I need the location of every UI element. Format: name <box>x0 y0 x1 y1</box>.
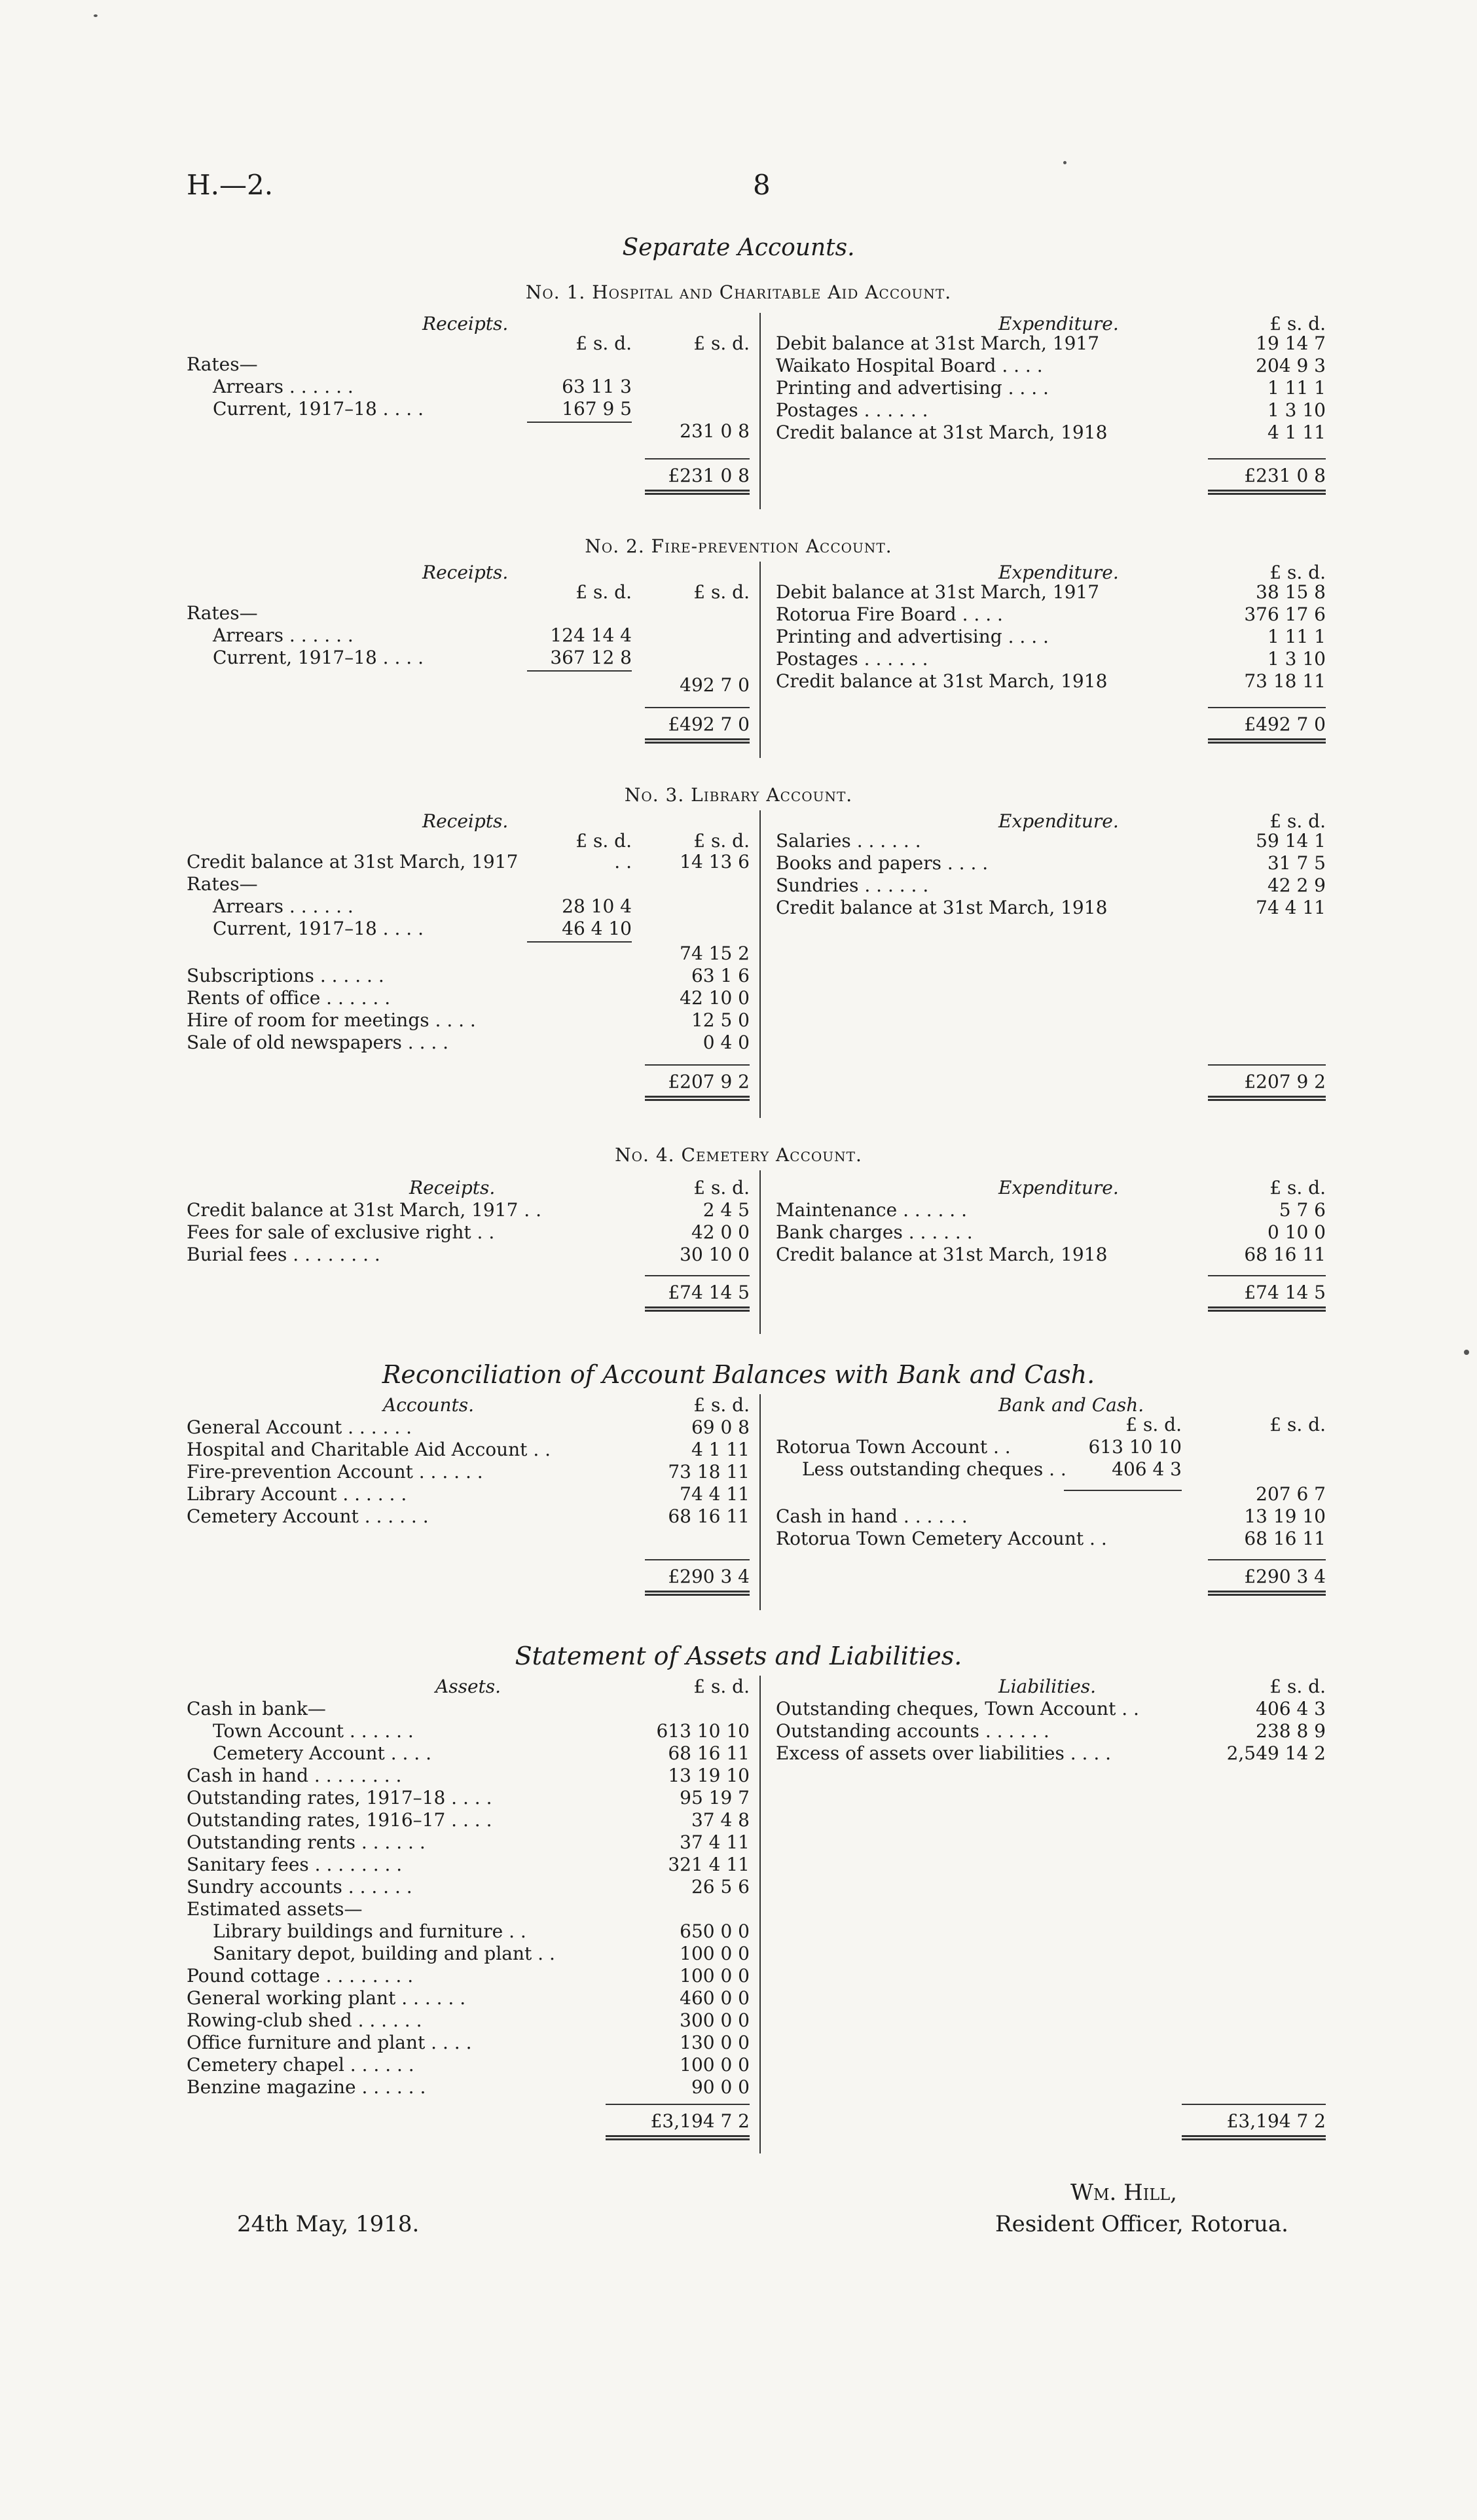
receipt-label: Subscriptions . . . . . . <box>187 965 384 986</box>
asset-amount: 300 0 0 <box>680 2009 750 2031</box>
expenditure-amount: 376 17 6 <box>1244 603 1326 625</box>
expenditure-amount: 68 16 11 <box>1244 1244 1326 1265</box>
expenditure-label: Postages . . . . . . <box>776 399 928 421</box>
expenditure-amount: 204 9 3 <box>1256 355 1326 376</box>
expenditure-total: £74 14 5 <box>1244 1282 1326 1303</box>
double-rule <box>1182 2135 1326 2140</box>
asset-label: Sanitary depot, building and plant . . <box>213 1943 555 1964</box>
signature-date: 24th May, 1918. <box>237 2211 420 2237</box>
receipt-amount: 124 14 4 <box>550 624 632 646</box>
liability-label: Outstanding accounts . . . . . . <box>776 1720 1049 1742</box>
bank-label: Rotorua Town Cemetery Account . . <box>776 1528 1107 1549</box>
statement <box>187 1676 1326 2153</box>
asset-amount: 37 4 11 <box>680 1831 750 1853</box>
asset-amount: 13 19 10 <box>668 1765 750 1786</box>
total-rule <box>645 1559 750 1560</box>
account-label: Hospital and Charitable Aid Account . . <box>187 1439 551 1460</box>
col-header: £ s. d. <box>1269 1414 1326 1435</box>
expenditure-label: Waikato Hospital Board . . . . <box>776 355 1043 376</box>
bank-cash-total: £290 3 4 <box>1244 1566 1326 1587</box>
receipt-amount: 46 4 10 <box>562 918 632 939</box>
scan-speck <box>1063 161 1067 164</box>
asset-label: Outstanding rates, 1917–18 . . . . <box>187 1787 492 1809</box>
signature-role: Resident Officer, Rotorua. <box>995 2211 1288 2237</box>
expenditure-label: Salaries . . . . . . <box>776 830 921 852</box>
total-rule <box>645 1064 750 1066</box>
reconciliation <box>187 1394 1326 1610</box>
column-divider <box>759 313 761 509</box>
expenditure-amount: 59 14 1 <box>1256 830 1326 852</box>
receipt-label: Current, 1917–18 . . . . <box>213 918 424 939</box>
expenditure-heading: Expenditure. <box>998 810 1119 832</box>
double-rule <box>645 1591 750 1596</box>
receipt-subtotal: 30 10 0 <box>680 1244 750 1265</box>
double-rule <box>606 2135 750 2140</box>
expenditure-total: £231 0 8 <box>1244 465 1326 486</box>
total-rule <box>645 458 750 459</box>
asset-label: Outstanding rents . . . . . . <box>187 1831 426 1853</box>
page-title: Separate Accounts. <box>622 234 855 261</box>
scan-speck <box>1464 1350 1469 1355</box>
account-4 <box>187 1170 1326 1334</box>
account-2 <box>187 562 1326 758</box>
receipt-label: Credit balance at 31st March, 1917 <box>187 851 519 873</box>
expenditure-amount: 19 14 7 <box>1256 333 1326 354</box>
account-label: Library Account . . . . . . <box>187 1483 407 1505</box>
asset-amount: 37 4 8 <box>691 1809 750 1831</box>
receipt-label: Current, 1917–18 . . . . <box>213 398 424 420</box>
asset-label: Town Account . . . . . . <box>213 1720 414 1742</box>
double-rule <box>645 1096 750 1101</box>
col-header: £ s. d. <box>693 1676 750 1697</box>
receipts-total: £74 14 5 <box>668 1282 750 1303</box>
account-4-title: No. 4. Cemetery Account. <box>615 1144 862 1166</box>
total-rule <box>645 1275 750 1276</box>
asset-amount: 90 0 0 <box>691 2076 750 2098</box>
receipts-total: £492 7 0 <box>668 713 750 735</box>
asset-label: Cemetery chapel . . . . . . <box>187 2054 414 2076</box>
statement-title: Statement of Assets and Liabilities. <box>515 1642 962 1670</box>
expenditure-heading: Expenditure. <box>998 1177 1119 1198</box>
receipt-label: Rates— <box>187 353 258 375</box>
expenditure-label: Debit balance at 31st March, 1917 <box>776 581 1100 603</box>
expenditure-amount: 73 18 11 <box>1244 670 1326 692</box>
account-label: Fire-prevention Account . . . . . . <box>187 1461 483 1483</box>
expenditure-label: Books and papers . . . . <box>776 852 989 874</box>
asset-amount: 650 0 0 <box>680 1920 750 1942</box>
receipt-amount: 28 10 4 <box>562 895 632 917</box>
receipts-heading: Receipts. <box>422 810 509 832</box>
expenditure-label: Credit balance at 31st March, 1918 <box>776 670 1108 692</box>
receipt-label: Rents of office . . . . . . <box>187 987 391 1009</box>
asset-label: Rowing-club shed . . . . . . <box>187 2009 422 2031</box>
receipt-label: Arrears . . . . . . <box>213 376 354 397</box>
account-amount: 73 18 11 <box>668 1461 750 1483</box>
total-rule <box>606 2104 750 2105</box>
double-rule <box>1208 1096 1326 1101</box>
receipt-subtotal: 12 5 0 <box>691 1009 750 1031</box>
bank-amount: 613 10 10 <box>1088 1436 1182 1458</box>
receipts-heading: Receipts. <box>422 562 509 583</box>
asset-label: Cash in hand . . . . . . . . <box>187 1765 402 1786</box>
page-number: 8 <box>753 169 771 201</box>
asset-amount: 321 4 11 <box>668 1854 750 1875</box>
col-header: £ s. d. <box>1269 1676 1326 1697</box>
receipt-subtotal: 63 1 6 <box>691 965 750 986</box>
account-amount: 69 0 8 <box>691 1416 750 1438</box>
account-3 <box>187 810 1326 1118</box>
account-label: Cemetery Account . . . . . . <box>187 1505 429 1527</box>
asset-amount: 26 5 6 <box>691 1876 750 1898</box>
liability-label: Outstanding cheques, Town Account . . <box>776 1698 1139 1719</box>
col-header: £ s. d. <box>693 1177 750 1198</box>
bank-label: Less outstanding cheques . . <box>802 1458 1067 1480</box>
receipt-subtotal: 42 0 0 <box>691 1221 750 1243</box>
bank-cash-heading: Bank and Cash. <box>998 1394 1144 1416</box>
expenditure-amount: 74 4 11 <box>1256 897 1326 918</box>
liability-amount: 2,549 14 2 <box>1226 1742 1326 1764</box>
receipt-amount: 63 11 3 <box>562 376 632 397</box>
column-divider <box>759 562 761 758</box>
double-rule <box>1208 490 1326 495</box>
receipt-subtotal: 492 7 0 <box>680 674 750 696</box>
col-header: £ s. d. <box>1125 1414 1182 1435</box>
account-1-title: No. 1. Hospital and Charitable Aid Account. <box>525 281 952 303</box>
col-header: £ s. d. <box>575 581 632 603</box>
total-rule <box>1208 458 1326 459</box>
double-rule <box>645 738 750 744</box>
expenditure-label: Credit balance at 31st March, 1918 <box>776 422 1108 443</box>
liabilities-heading: Liabilities. <box>998 1676 1097 1697</box>
accounts-heading: Accounts. <box>383 1394 475 1416</box>
double-rule <box>1208 738 1326 744</box>
receipts-heading: Receipts. <box>409 1177 496 1198</box>
receipt-label: Arrears . . . . . . <box>213 624 354 646</box>
col-header: £ s. d. <box>693 1394 750 1416</box>
total-rule <box>1208 1275 1326 1276</box>
expenditure-amount: 0 10 0 <box>1267 1221 1326 1243</box>
expenditure-amount: 1 3 10 <box>1267 399 1326 421</box>
col-header: £ s. d. <box>693 333 750 354</box>
double-rule <box>645 490 750 495</box>
asset-amount: 95 19 7 <box>680 1787 750 1809</box>
receipts-heading: Receipts. <box>422 313 509 334</box>
asset-amount: 100 0 0 <box>680 1943 750 1964</box>
col-header: £ s. d. <box>1269 562 1326 583</box>
asset-label: General working plant . . . . . . <box>187 1987 466 2009</box>
expenditure-amount: 42 2 9 <box>1267 874 1326 896</box>
expenditure-label: Credit balance at 31st March, 1918 <box>776 897 1108 918</box>
expenditure-label: Rotorua Fire Board . . . . <box>776 603 1003 625</box>
bank-amount: 406 4 3 <box>1112 1458 1182 1480</box>
account-amount: 74 4 11 <box>680 1483 750 1505</box>
receipt-subtotal: 0 4 0 <box>702 1032 750 1053</box>
asset-amount: 68 16 11 <box>668 1742 750 1764</box>
col-header: £ s. d. <box>1269 1177 1326 1198</box>
total-rule <box>1208 1064 1326 1066</box>
total-rule <box>1208 1559 1326 1560</box>
double-rule <box>1208 1591 1326 1596</box>
receipt-leader: . . <box>614 851 632 873</box>
col-header: £ s. d. <box>693 581 750 603</box>
expenditure-heading: Expenditure. <box>998 562 1119 583</box>
asset-label: Sundry accounts . . . . . . <box>187 1876 412 1898</box>
bank-subtotal: 68 16 11 <box>1244 1528 1326 1549</box>
expenditure-amount: 4 1 11 <box>1267 422 1326 443</box>
expenditure-heading: Expenditure. <box>998 313 1119 334</box>
expenditure-amount: 1 11 1 <box>1267 626 1326 647</box>
expenditure-total: £207 9 2 <box>1244 1071 1326 1092</box>
page-code: H.—2. <box>187 169 274 201</box>
column-divider <box>759 1170 761 1334</box>
bank-label: Rotorua Town Account . . <box>776 1436 1011 1458</box>
expenditure-label: Debit balance at 31st March, 1917 <box>776 333 1100 354</box>
scan-speck <box>94 14 98 17</box>
bank-subtotal: 207 6 7 <box>1256 1483 1326 1505</box>
col-header: £ s. d. <box>575 830 632 852</box>
asset-amount: 613 10 10 <box>656 1720 750 1742</box>
assets-total: £3,194 7 2 <box>650 2110 750 2132</box>
asset-amount: 130 0 0 <box>680 2032 750 2053</box>
bank-label: Cash in hand . . . . . . <box>776 1505 968 1527</box>
asset-amount: 100 0 0 <box>680 1965 750 1987</box>
asset-label: Estimated assets— <box>187 1898 363 1920</box>
receipt-label: Hire of room for meetings . . . . <box>187 1009 476 1031</box>
account-amount: 4 1 11 <box>691 1439 750 1460</box>
expenditure-label: Postages . . . . . . <box>776 648 928 670</box>
receipt-amount: 367 12 8 <box>550 647 632 668</box>
expenditure-total: £492 7 0 <box>1244 713 1326 735</box>
liability-label: Excess of assets over liabilities . . . . <box>776 1742 1112 1764</box>
receipt-label: Current, 1917–18 . . . . <box>213 647 424 668</box>
asset-label: Cemetery Account . . . . <box>213 1742 432 1764</box>
receipt-label: Sale of old newspapers . . . . <box>187 1032 449 1053</box>
receipt-subtotal: 74 15 2 <box>680 943 750 964</box>
expenditure-label: Credit balance at 31st March, 1918 <box>776 1244 1108 1265</box>
total-rule <box>645 707 750 708</box>
liabilities-total: £3,194 7 2 <box>1226 2110 1326 2132</box>
col-header: £ s. d. <box>1269 313 1326 334</box>
column-divider <box>759 1676 761 2153</box>
expenditure-label: Maintenance . . . . . . <box>776 1199 967 1221</box>
expenditure-label: Printing and advertising . . . . <box>776 377 1049 399</box>
asset-label: Benzine magazine . . . . . . <box>187 2076 426 2098</box>
col-header: £ s. d. <box>693 830 750 852</box>
receipt-subtotal: 2 4 5 <box>702 1199 750 1221</box>
receipt-subtotal: 42 10 0 <box>680 987 750 1009</box>
expenditure-label: Sundries . . . . . . <box>776 874 929 896</box>
expenditure-amount: 1 11 1 <box>1267 377 1326 399</box>
receipt-label: Burial fees . . . . . . . . <box>187 1244 380 1265</box>
liability-amount: 406 4 3 <box>1256 1698 1326 1719</box>
double-rule <box>1208 1306 1326 1312</box>
receipt-label: Credit balance at 31st March, 1917 . . <box>187 1199 541 1221</box>
account-2-title: No. 2. Fire-prevention Account. <box>585 535 892 557</box>
accounts-total: £290 3 4 <box>668 1566 750 1587</box>
reconciliation-title: Reconciliation of Account Balances with Bank and Cash. <box>382 1360 1095 1389</box>
subtotal-rule <box>527 670 632 672</box>
account-amount: 68 16 11 <box>668 1505 750 1527</box>
expenditure-amount: 1 3 10 <box>1267 648 1326 670</box>
receipt-amount: 167 9 5 <box>562 398 632 420</box>
account-label: General Account . . . . . . <box>187 1416 412 1438</box>
asset-label: Sanitary fees . . . . . . . . <box>187 1854 403 1875</box>
account-1 <box>187 313 1326 509</box>
asset-label: Outstanding rates, 1916–17 . . . . <box>187 1809 492 1831</box>
account-3-title: No. 3. Library Account. <box>624 784 853 806</box>
double-rule <box>645 1306 750 1312</box>
receipts-total: £207 9 2 <box>668 1071 750 1092</box>
total-rule <box>1182 2104 1326 2105</box>
signature-name: Wm. Hill, <box>1070 2180 1177 2206</box>
asset-label: Library buildings and furniture . . <box>213 1920 526 1942</box>
bank-subtotal: 13 19 10 <box>1244 1505 1326 1527</box>
column-divider <box>759 810 761 1118</box>
receipt-label: Fees for sale of exclusive right . . <box>187 1221 495 1243</box>
expenditure-amount: 5 7 6 <box>1279 1199 1326 1221</box>
total-rule <box>1208 707 1326 708</box>
asset-amount: 460 0 0 <box>680 1987 750 2009</box>
liability-amount: 238 8 9 <box>1256 1720 1326 1742</box>
col-header: £ s. d. <box>575 333 632 354</box>
expenditure-amount: 31 7 5 <box>1267 852 1326 874</box>
receipt-label: Arrears . . . . . . <box>213 895 354 917</box>
asset-label: Office furniture and plant . . . . <box>187 2032 472 2053</box>
column-divider <box>759 1394 761 1610</box>
expenditure-label: Bank charges . . . . . . <box>776 1221 973 1243</box>
receipt-subtotal: 231 0 8 <box>680 420 750 442</box>
col-header: £ s. d. <box>1269 810 1326 832</box>
expenditure-label: Printing and advertising . . . . <box>776 626 1049 647</box>
asset-amount: 100 0 0 <box>680 2054 750 2076</box>
receipt-label: Rates— <box>187 873 258 895</box>
receipt-label: Rates— <box>187 602 258 624</box>
receipt-subtotal: 14 13 6 <box>680 851 750 873</box>
expenditure-amount: 38 15 8 <box>1256 581 1326 603</box>
asset-label: Cash in bank— <box>187 1698 326 1719</box>
asset-label: Pound cottage . . . . . . . . <box>187 1965 414 1987</box>
assets-heading: Assets. <box>435 1676 501 1697</box>
receipts-total: £231 0 8 <box>668 465 750 486</box>
